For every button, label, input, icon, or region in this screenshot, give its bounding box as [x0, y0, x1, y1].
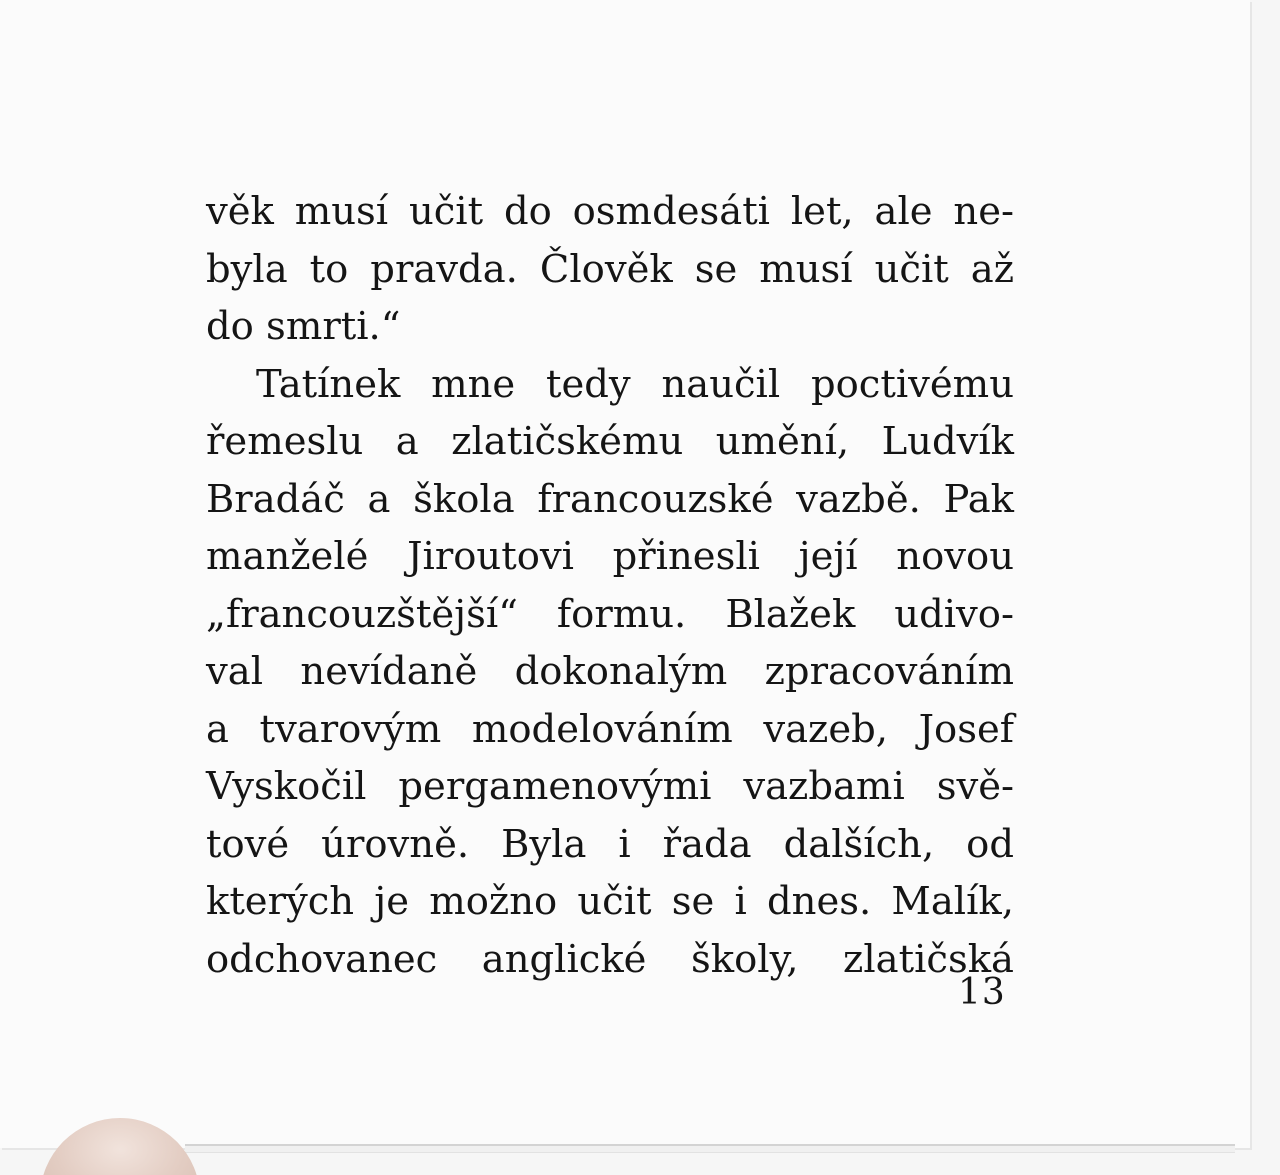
- text-line: kterých je možno učit se i dnes. Malík,: [206, 879, 1014, 924]
- text-line: byla to pravda. Člověk se musí učit až: [206, 246, 1014, 292]
- text-line: Tatínek mne tedy naučil poctivému: [256, 361, 1014, 407]
- text-line: manželé Jiroutovi přinesli její novou: [206, 534, 1014, 579]
- next-page-edge: [185, 1144, 1235, 1153]
- text-line: do smrti.“: [206, 304, 401, 349]
- text-line: tové úrovně. Byla i řada dalších, od: [206, 821, 1014, 867]
- page-number: 13: [958, 972, 1006, 1013]
- text-line: Bradáč a škola francouzské vazbě. Pak: [206, 476, 1014, 522]
- text-line: Vyskočil pergamenovými vazbami svě-: [206, 764, 1014, 809]
- body-text: [206, 183, 1014, 988]
- text-line: a tvarovým modelováním vazeb, Josef: [206, 706, 1014, 752]
- text-line: „francouzštější“ formu. Blažek udivo-: [206, 591, 1014, 637]
- text-line: řemeslu a zlatičskému umění, Ludvík: [206, 419, 1014, 464]
- text-line: věk musí učit do osmdesáti let, ale ne-: [206, 189, 1014, 234]
- text-line: val nevídaně dokonalým zpracováním: [206, 649, 1014, 694]
- text-line: odchovanec anglické školy, zlatičská: [206, 936, 1014, 982]
